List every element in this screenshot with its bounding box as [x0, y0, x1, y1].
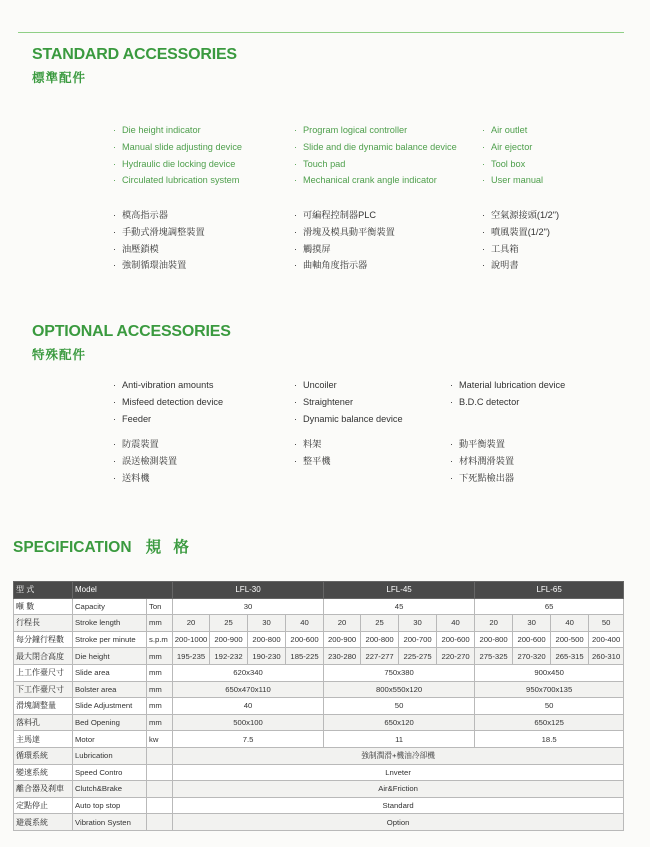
- spec-body: [14, 598, 624, 830]
- spec-value: 40: [437, 615, 475, 632]
- accessory-item: · Straightener: [294, 394, 403, 411]
- spec-value: 650x125: [475, 714, 624, 731]
- standard-en-list-1: [113, 122, 242, 189]
- spec-label-zh: 落料孔: [14, 714, 73, 731]
- spec-value: 225-275: [399, 648, 437, 665]
- accessory-item: · Material lubrication device: [450, 377, 565, 394]
- accessory-item: · 手動式滑塊調整裝置: [113, 224, 205, 241]
- spec-label-en: Stroke per minute: [73, 631, 147, 648]
- spec-value: 200-800: [361, 631, 399, 648]
- spec-label-zh: 最大閉合高度: [14, 648, 73, 665]
- spec-value: 20: [173, 615, 210, 632]
- optional-en-list-3: [450, 377, 565, 411]
- optional-accessories-subtitle: 特殊配件: [32, 348, 87, 362]
- spec-value: 650x120: [324, 714, 475, 731]
- spec-value: 230-280: [324, 648, 361, 665]
- spec-value: 40: [173, 698, 324, 715]
- spec-row: [14, 764, 624, 781]
- spec-value: 200-400: [589, 631, 624, 648]
- spec-label-zh: 變速系統: [14, 764, 73, 781]
- spec-row: [14, 781, 624, 798]
- optional-en-list-1: [113, 377, 223, 427]
- spec-value: Option: [173, 814, 624, 831]
- accessory-item: · Misfeed detection device: [113, 394, 223, 411]
- accessory-item: · 空氣源接頭(1/2"): [482, 207, 559, 224]
- specification-title: [13, 535, 193, 557]
- accessory-item: · Slide and die dynamic balance device: [294, 139, 457, 156]
- spec-value: 50: [475, 698, 624, 715]
- spec-unit: mm: [147, 681, 173, 698]
- accessory-item: · 動平衡裝置: [450, 436, 514, 453]
- standard-en-list-3: [482, 122, 543, 189]
- spec-label-zh: 上工作臺尺寸: [14, 664, 73, 681]
- spec-value: 200-600: [437, 631, 475, 648]
- spec-value: 200-900: [210, 631, 248, 648]
- accessory-item: · 防震裝置: [113, 436, 177, 453]
- spec-label-zh: 離合器及刹車: [14, 781, 73, 798]
- accessory-item: · 強制循環油裝置: [113, 257, 205, 274]
- accessory-item: · B.D.C detector: [450, 394, 565, 411]
- header-model-lfl45: LFL-45: [324, 582, 475, 599]
- accessory-item: · 下死點檢出器: [450, 470, 514, 487]
- spec-label-en: Slide area: [73, 664, 147, 681]
- spec-value: 200-800: [475, 631, 513, 648]
- spec-unit: mm: [147, 615, 173, 632]
- spec-label-zh: 噸 數: [14, 598, 73, 615]
- spec-label-en: Stroke length: [73, 615, 147, 632]
- spec-row: [14, 615, 624, 632]
- standard-accessories-title: STANDARD ACCESSORIES: [32, 46, 237, 63]
- spec-row: [14, 631, 624, 648]
- spec-unit: kw: [147, 731, 173, 748]
- standard-accessories-subtitle: 標準配件: [32, 71, 87, 85]
- spec-value: 強制潤滑+機油冷卻機: [173, 747, 624, 764]
- spec-value: 200-600: [513, 631, 551, 648]
- accessory-item: · 材料潤滑裝置: [450, 453, 514, 470]
- accessory-item: · 滑塊及模具動平衡裝置: [294, 224, 395, 241]
- accessory-item: · User manual: [482, 172, 543, 189]
- optional-zh-list-3: [450, 436, 514, 486]
- spec-value: 65: [475, 598, 624, 615]
- spec-value: 500x100: [173, 714, 324, 731]
- spec-value: 200-700: [399, 631, 437, 648]
- spec-value: 18.5: [475, 731, 624, 748]
- spec-unit: [147, 764, 173, 781]
- spec-label-zh: 定點停止: [14, 797, 73, 814]
- accessory-item: · Mechanical crank angle indicator: [294, 172, 457, 189]
- spec-label-zh: 下工作臺尺寸: [14, 681, 73, 698]
- accessory-item: · 送料機: [113, 470, 177, 487]
- spec-unit: mm: [147, 664, 173, 681]
- standard-zh-list-2: [294, 207, 395, 274]
- spec-value: 7.5: [173, 731, 324, 748]
- accessory-item: · Dynamic balance device: [294, 411, 403, 428]
- spec-label-en: Speed Contro: [73, 764, 147, 781]
- spec-value: 270-320: [513, 648, 551, 665]
- accessory-item: · 誤送檢測裝置: [113, 453, 177, 470]
- header-model-en: Model: [73, 582, 173, 599]
- spec-value: 265-315: [551, 648, 589, 665]
- accessory-item: · Air outlet: [482, 122, 543, 139]
- spec-value: 190-230: [248, 648, 286, 665]
- optional-zh-list-1: [113, 436, 177, 486]
- optional-zh-list-2: [294, 436, 331, 470]
- spec-value: 950x700x135: [475, 681, 624, 698]
- standard-en-list-2: [294, 122, 457, 189]
- spec-value: 30: [173, 598, 324, 615]
- accessory-item: · Circulated lubrication system: [113, 172, 242, 189]
- spec-label-en: Clutch&Brake: [73, 781, 147, 798]
- spec-label-en: Motor: [73, 731, 147, 748]
- spec-value: 650x470x110: [173, 681, 324, 698]
- spec-unit: mm: [147, 714, 173, 731]
- spec-label-zh: 主馬達: [14, 731, 73, 748]
- accessory-item: · Anti-vibration amounts: [113, 377, 223, 394]
- spec-row: [14, 747, 624, 764]
- spec-label-zh: 循環系統: [14, 747, 73, 764]
- spec-value: 45: [324, 598, 475, 615]
- accessory-item: · Feeder: [113, 411, 223, 428]
- spec-value: 200-800: [248, 631, 286, 648]
- spec-value: 30: [513, 615, 551, 632]
- spec-value: 40: [551, 615, 589, 632]
- spec-unit: [147, 747, 173, 764]
- spec-value: 50: [589, 615, 624, 632]
- accessory-item: · Tool box: [482, 156, 543, 173]
- accessory-item: · 油壓鎖模: [113, 241, 205, 258]
- accessory-item: · 噴風裝置(1/2"): [482, 224, 559, 241]
- spec-label-en: Slide Adjustment: [73, 698, 147, 715]
- accessory-item: · 曲軸角度指示器: [294, 257, 395, 274]
- spec-value: 25: [210, 615, 248, 632]
- optional-accessories-title: OPTIONAL ACCESSORIES: [32, 323, 231, 340]
- spec-label-zh: 行程長: [14, 615, 73, 632]
- spec-value: 227-277: [361, 648, 399, 665]
- accessory-item: · Program logical controller: [294, 122, 457, 139]
- accessory-item: · 模高指示器: [113, 207, 205, 224]
- spec-value: 20: [324, 615, 361, 632]
- spec-value: 40: [286, 615, 324, 632]
- spec-value: 200-600: [286, 631, 324, 648]
- standard-zh-list-3: [482, 207, 559, 274]
- spec-label-zh: 每分鐘行程數: [14, 631, 73, 648]
- spec-label-zh: 避震系統: [14, 814, 73, 831]
- spec-value: 200-500: [551, 631, 589, 648]
- spec-value: 50: [324, 698, 475, 715]
- spec-value: 20: [475, 615, 513, 632]
- spec-value: 275-325: [475, 648, 513, 665]
- spec-value: Standard: [173, 797, 624, 814]
- specification-table: [13, 581, 624, 831]
- spec-label-zh: 滑塊調整量: [14, 698, 73, 715]
- spec-unit: [147, 797, 173, 814]
- accessory-item: · Hydraulic die locking device: [113, 156, 242, 173]
- spec-row: [14, 648, 624, 665]
- spec-value: 30: [399, 615, 437, 632]
- spec-label-en: Capacity: [73, 598, 147, 615]
- spec-value: Lnveter: [173, 764, 624, 781]
- spec-row: [14, 814, 624, 831]
- spec-unit: mm: [147, 698, 173, 715]
- spec-row: [14, 681, 624, 698]
- spec-label-en: Vibration Systen: [73, 814, 147, 831]
- accessory-item: · Manual slide adjusting device: [113, 139, 242, 156]
- spec-value: 200-1000: [173, 631, 210, 648]
- spec-value: 30: [248, 615, 286, 632]
- accessory-item: · 料架: [294, 436, 331, 453]
- accessory-item: · Die height indicator: [113, 122, 242, 139]
- accessory-item: · 可編程控制器PLC: [294, 207, 395, 224]
- spec-label-en: Die height: [73, 648, 147, 665]
- spec-value: 220-270: [437, 648, 475, 665]
- header-model-lfl30: LFL-30: [173, 582, 324, 599]
- accessory-item: · 觸摸屏: [294, 241, 395, 258]
- spec-row: [14, 698, 624, 715]
- accessory-item: · Air ejector: [482, 139, 543, 156]
- spec-value: 185-225: [286, 648, 324, 665]
- spec-row: [14, 714, 624, 731]
- header-model-zh: 型 式: [14, 582, 73, 599]
- spec-value: 195-235: [173, 648, 210, 665]
- spec-value: 800x550x120: [324, 681, 475, 698]
- specification-title-en: SPECIFICATION: [13, 539, 132, 556]
- spec-value: Air&Friction: [173, 781, 624, 798]
- spec-row: [14, 598, 624, 615]
- spec-value: 25: [361, 615, 399, 632]
- optional-en-list-2: [294, 377, 403, 427]
- accessory-item: · Uncoiler: [294, 377, 403, 394]
- spec-value: 620x340: [173, 664, 324, 681]
- spec-label-en: Bolster area: [73, 681, 147, 698]
- spec-value: 11: [324, 731, 475, 748]
- standard-zh-list-1: [113, 207, 205, 274]
- spec-unit: [147, 781, 173, 798]
- spec-value: 750x380: [324, 664, 475, 681]
- spec-unit: [147, 814, 173, 831]
- spec-value: 260-310: [589, 648, 624, 665]
- spec-row: [14, 664, 624, 681]
- accessory-item: · 工具箱: [482, 241, 559, 258]
- specification-title-zh: 規 格: [145, 539, 193, 556]
- spec-unit: mm: [147, 648, 173, 665]
- spec-label-en: Bed Opening: [73, 714, 147, 731]
- spec-unit: s.p.m: [147, 631, 173, 648]
- accessory-item: · 說明書: [482, 257, 559, 274]
- spec-value: 900x450: [475, 664, 624, 681]
- spec-unit: Ton: [147, 598, 173, 615]
- header-model-lfl65: LFL-65: [475, 582, 624, 599]
- accessory-item: · Touch pad: [294, 156, 457, 173]
- spec-header-row: [14, 582, 624, 599]
- spec-label-en: Lubrication: [73, 747, 147, 764]
- top-divider: [18, 32, 624, 33]
- spec-row: [14, 731, 624, 748]
- accessory-item: · 整平機: [294, 453, 331, 470]
- spec-value: 192-232: [210, 648, 248, 665]
- spec-row: [14, 797, 624, 814]
- spec-value: 200-900: [324, 631, 361, 648]
- spec-label-en: Auto top stop: [73, 797, 147, 814]
